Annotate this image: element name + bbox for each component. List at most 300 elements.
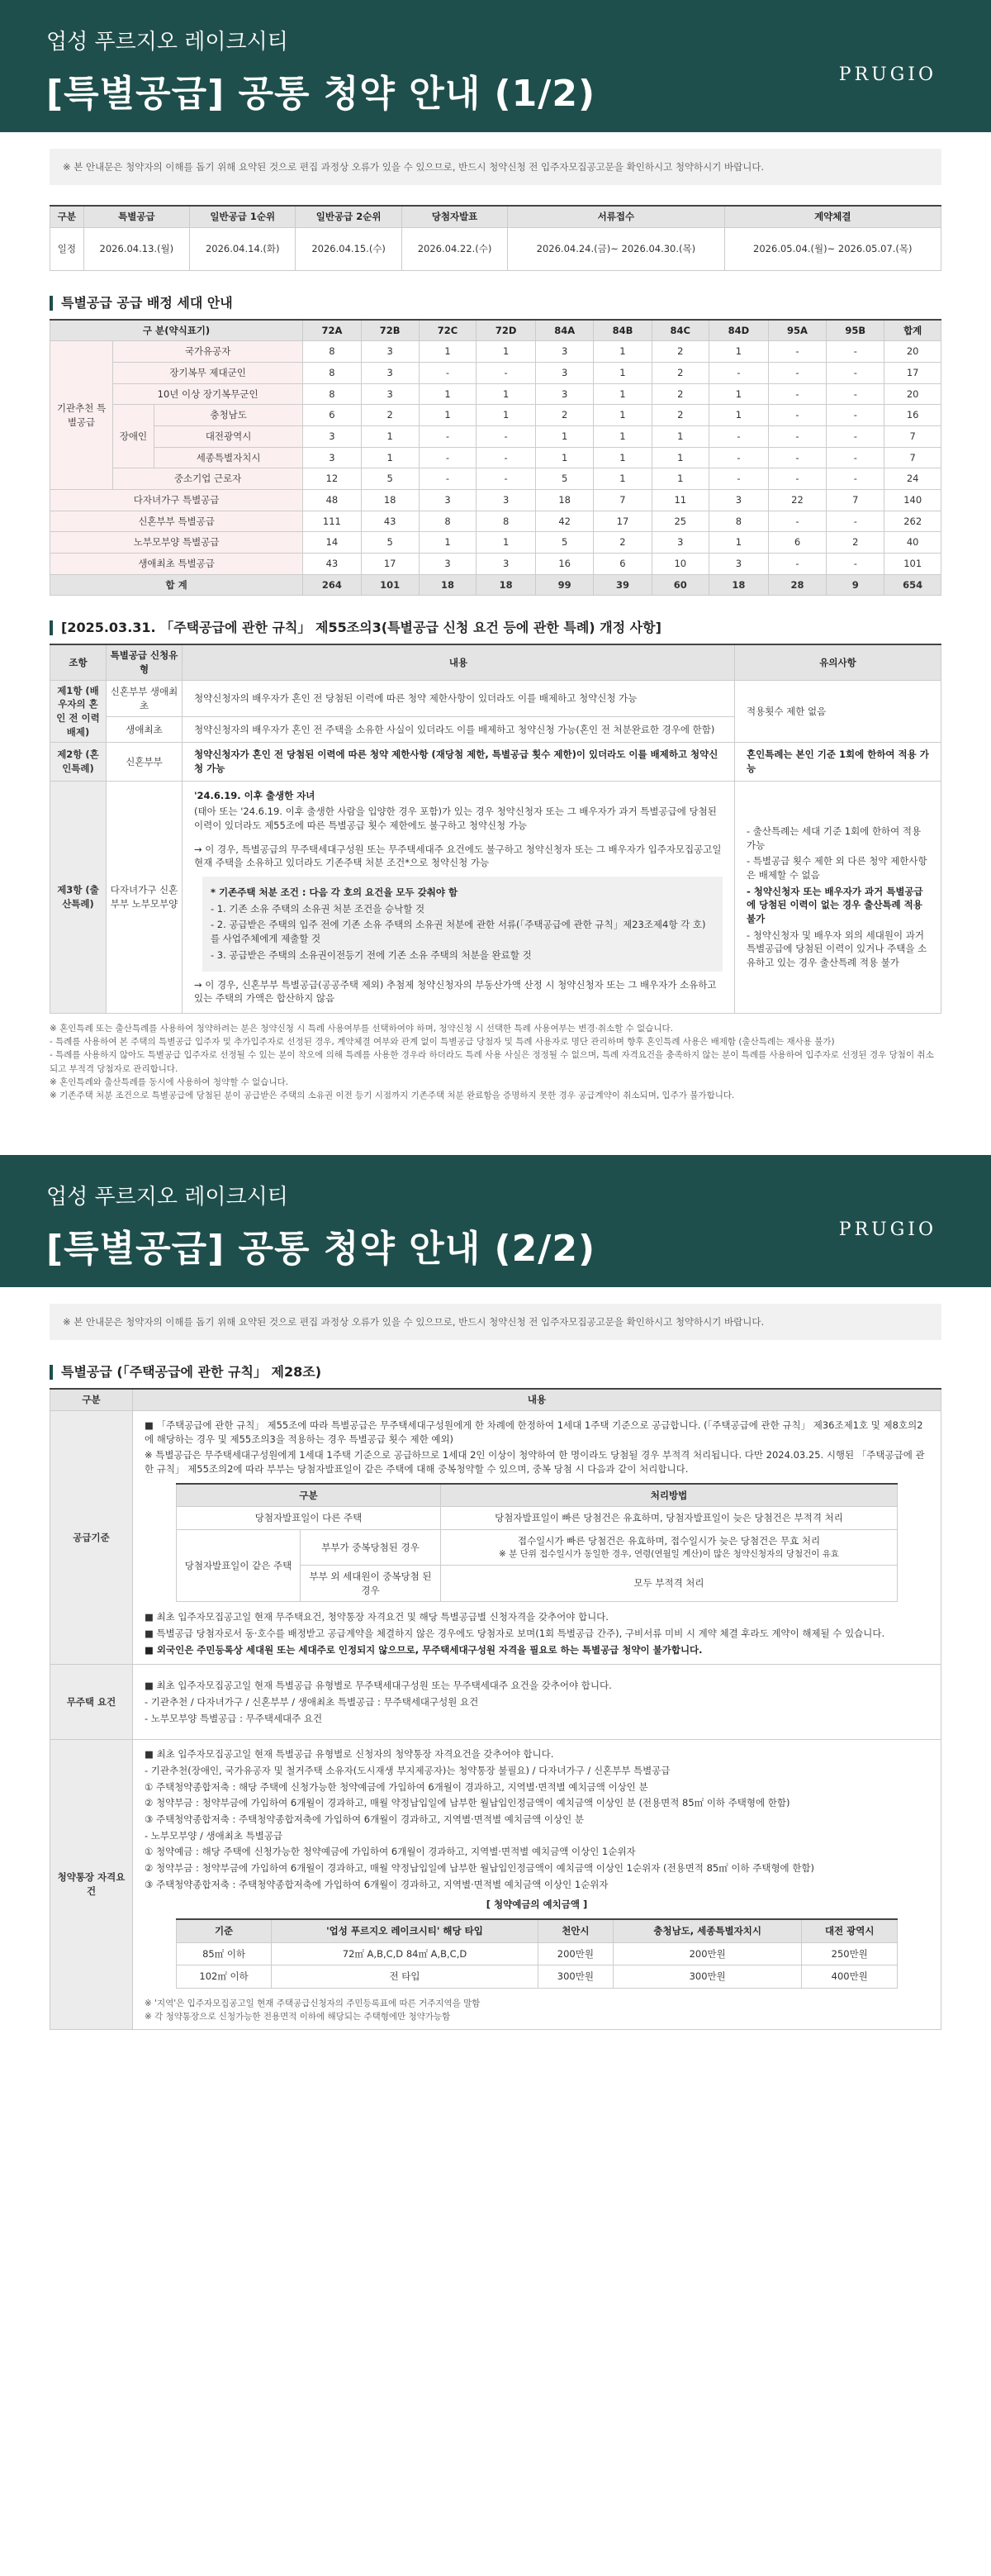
units-header-type: 84B: [594, 320, 652, 341]
units-cell: -: [768, 363, 826, 384]
units-cell: 5: [361, 532, 419, 554]
units-header-type: 95A: [768, 320, 826, 341]
deposit-header: '업성 푸르지오 레이크시티' 해당 타입: [272, 1919, 538, 1942]
reg-clause-3-content: [183, 781, 735, 1013]
units-cell: 6: [594, 554, 652, 575]
units-cell: 1: [477, 532, 536, 554]
special-supply-table: [50, 1388, 941, 2029]
deposit-cell: 300만원: [613, 1965, 802, 1989]
units-cell: 1: [477, 383, 536, 405]
units-cell: -: [827, 426, 884, 448]
units-cell: 1: [709, 383, 769, 405]
dup-header-method: 처리방법: [441, 1484, 898, 1507]
units-cell: 3: [419, 554, 476, 575]
units-cell: 1: [594, 447, 652, 468]
reg-header-notes: 유의사항: [735, 644, 941, 680]
units-cell: 16: [535, 554, 593, 575]
units-row-label: 생애최초 특별공급: [50, 554, 303, 575]
schedule-header: 일반공급 2순위: [296, 206, 401, 227]
reg-clause-3: 제3항 (출산특례): [50, 781, 107, 1013]
page-subtitle: 업성 푸르지오 레이크시티: [46, 30, 288, 55]
supply-header-category: 구분: [50, 1389, 133, 1410]
units-cell: 1: [419, 341, 476, 363]
account-line: ② 청약부금 : 청약부금에 가입하여 6개월이 경과하고, 매월 약정납입일에 납부한 월납입인정금액이 예치금액 이상인 분 (전용면적 85㎡ 이하 주택형에 한함): [145, 1797, 790, 1809]
units-cell: 2: [594, 532, 652, 554]
units-cell: 1: [594, 426, 652, 448]
units-cell: 264: [303, 574, 361, 596]
units-cell: 3: [477, 490, 536, 511]
units-row: [50, 447, 941, 468]
page-header: [0, 0, 991, 132]
units-cell: 8: [303, 383, 361, 405]
units-cell: 8: [709, 511, 769, 532]
special-supply-section-title: 특별공급 (「주택공급에 관한 규칙」 제28조): [50, 1365, 941, 1380]
units-row: [50, 363, 941, 384]
reg-header-type: 특별공급 신청유형: [107, 644, 183, 680]
reg-c3-box-2: - 2. 공급받은 주택의 입주 전에 기존 소유 주택의 소유권 처분에 관한 서류(「주택공급에 관한 규칙」제23조제4항 각 호)를 사업주체에게 제출할 것: [211, 919, 706, 945]
units-cell: 140: [884, 490, 941, 511]
dup-r2a-label: 부부가 중복당첨된 경우: [301, 1530, 441, 1566]
deposit-row: [177, 1942, 898, 1965]
units-cell: 3: [652, 532, 709, 554]
schedule-header: 일반공급 1순위: [190, 206, 296, 227]
page-separator: [0, 1119, 991, 1155]
homeless-label: 무주택 요건: [50, 1665, 133, 1740]
units-cell: -: [827, 468, 884, 490]
dup-r2a-text: 접수일시가 빠른 당첨건은 유효하며, 접수일시가 늦은 당첨건은 무효 처리: [517, 1535, 821, 1547]
notice-box: ※ 본 안내문은 청약자의 이해를 돕기 위해 요약된 것으로 편집 과정상 오류가 있을 수 있으므로, 반드시 청약신청 전 입주자모집공고문을 확인하시고 청약하시기 바랍니다.: [50, 149, 941, 185]
units-cell: 101: [361, 574, 419, 596]
units-cell: 654: [884, 574, 941, 596]
reg-c3-condition-box: [202, 877, 723, 971]
units-cell: 60: [652, 574, 709, 596]
reg-clause-1-type-b: 생애최초: [107, 717, 183, 743]
units-cell: 14: [303, 532, 361, 554]
footnote: ※ 혼인특례 또는 출산특례를 사용하여 청약하려는 분은 청약신청 시 특례 사용여부를 선택하여야 하며, 청약신청 시 선택한 특례 사용여부는 변경·취소할 수 없습니다.: [50, 1023, 673, 1034]
units-cell: -: [419, 426, 476, 448]
homeless-p2: - 기관추천 / 다자녀가구 / 신혼부부 / 생애최초 특별공급 : 무주택세대구성원 요건: [145, 1696, 479, 1709]
units-cell: 5: [535, 468, 593, 490]
units-cell: 1: [535, 426, 593, 448]
units-row: [50, 383, 941, 405]
schedule-cell: 2026.05.04.(월)~ 2026.05.07.(목): [724, 227, 941, 270]
units-header-type: 72A: [303, 320, 361, 341]
units-header-type: 72B: [361, 320, 419, 341]
units-cell: -: [827, 511, 884, 532]
supply-p4: ■ 특별공급 당첨자로서 동·호수를 배정받고 공급계약을 체결하지 않은 경우에도 당첨자로 보며(1회 특별공급 간주), 구비서류 미비 시 계약 체결 후라도 계약이 해제될 수 있습니다.: [145, 1628, 885, 1640]
units-cell: 17: [361, 554, 419, 575]
deposit-row-types: 72㎡ A,B,C,D 84㎡ A,B,C,D: [272, 1942, 538, 1965]
deposit-cell: 250만원: [802, 1942, 898, 1965]
supply-criteria-label: 공급기준: [50, 1411, 133, 1665]
units-section-title: 특별공급 공급 배정 세대 안내: [50, 296, 941, 311]
deposit-header: 천안시: [538, 1919, 613, 1942]
units-cell: 1: [594, 341, 652, 363]
dup-r2a-value: [441, 1530, 898, 1566]
deposit-cell: 200만원: [538, 1942, 613, 1965]
units-cell: 48: [303, 490, 361, 511]
notice-box: ※ 본 안내문은 청약자의 이해를 돕기 위해 요약된 것으로 편집 과정상 오류가 있을 수 있으므로, 반드시 청약신청 전 입주자모집공고문을 확인하시고 청약하시기 바랍니다.: [50, 1304, 941, 1340]
deposit-row-label: 85㎡ 이하: [177, 1942, 272, 1965]
units-cell: -: [768, 511, 826, 532]
account-line: ③ 주택청약종합저축 : 주택청약종합저축에 가입하여 6개월이 경과하고, 지역별·면적별 예치금액 이상인 분: [145, 1813, 584, 1826]
units-cell: 1: [652, 426, 709, 448]
units-cell: 1: [709, 405, 769, 426]
units-cell: 2: [652, 363, 709, 384]
duplicate-win-table: [176, 1483, 898, 1603]
dup-r1-value: 당첨자발표일이 빠른 당첨건은 유효하며, 당첨자발표일이 늦은 당첨건은 부적격 처리: [441, 1507, 898, 1530]
units-cell: 101: [884, 554, 941, 575]
units-cell: 1: [419, 383, 476, 405]
units-cell: 2: [535, 405, 593, 426]
units-cell: 3: [709, 490, 769, 511]
units-cell: 3: [303, 447, 361, 468]
units-cell: 1: [652, 447, 709, 468]
reg-c3-p1-title: '24.6.19. 이후 출생한 자녀: [194, 789, 315, 801]
units-row-label: 중소기업 근로자: [113, 468, 303, 490]
regulation-section-title: [2025.03.31. 「주택공급에 관한 규칙」 제55조의3(특별공급 신청 요건 등에 관한 특례) 개정 사항]: [50, 620, 941, 635]
deposit-cell: 200만원: [613, 1942, 802, 1965]
units-cell: -: [827, 341, 884, 363]
dup-r2b-label: 부부 외 세대원이 중복당첨 된 경우: [301, 1566, 441, 1602]
units-cell: 39: [594, 574, 652, 596]
units-cell: 9: [827, 574, 884, 596]
account-label: 청약통장 자격요건: [50, 1740, 133, 2029]
units-cell: -: [419, 363, 476, 384]
units-cell: 7: [594, 490, 652, 511]
dup-r1-label: 당첨자발표일이 다른 주택: [177, 1507, 441, 1530]
units-cell: 7: [884, 447, 941, 468]
units-cell: -: [827, 554, 884, 575]
account-line: ② 청약부금 : 청약부금에 가입하여 6개월이 경과하고, 매월 약정납입일에 납부한 월납입인정금액이 예치금액 이상인 1순위자 (전용면적 85㎡ 이하 주택형에 한함): [145, 1862, 815, 1875]
units-row: [50, 490, 941, 511]
homeless-p3: - 노부모부양 특별공급 : 무주택세대주 요건: [145, 1712, 323, 1724]
units-row-label: 다자녀가구 특별공급: [50, 490, 303, 511]
dup-header-category: 구분: [177, 1484, 441, 1507]
units-cell: -: [709, 363, 769, 384]
units-row-label: 국가유공자: [113, 341, 303, 363]
deposit-note: ※ '지역'은 입주자모집공고일 현재 주택공급신청자의 주민등록표에 따른 거주지역을 말함: [145, 1999, 481, 2009]
page-1: [0, 0, 991, 1119]
reg-c3-note-4: - 청약신청자 및 배우자 외의 세대원이 과거 특별공급에 당첨된 이력이 있거나 주택을 소유하고 있는 경우 출산특례 적용 불가: [747, 929, 927, 968]
homeless-content: [133, 1665, 941, 1740]
units-row: [50, 574, 941, 596]
units-cell: 2: [652, 383, 709, 405]
reg-c3-note-1: - 출산특례는 세대 기준 1회에 한하여 적용 가능: [747, 825, 922, 851]
units-cell: 1: [594, 363, 652, 384]
account-line: - 기관추천(장애인, 국가유공자 및 철거주택 소유자(도시재생 부지제공자)는 청약통장 불필요) / 다자녀가구 / 신혼부부 특별공급: [145, 1765, 671, 1777]
reg-clause-1-content-a: 청약신청자의 배우자가 혼인 전 당첨된 이력에 따른 청약 제한사항이 있더라도 이를 배제하고 청약신청 가능: [183, 680, 735, 717]
units-cell: -: [827, 363, 884, 384]
units-cell: 262: [884, 511, 941, 532]
units-cell: 3: [361, 383, 419, 405]
units-cell: 5: [535, 532, 593, 554]
units-cell: -: [827, 405, 884, 426]
units-cell: -: [827, 447, 884, 468]
deposit-header: 충청남도, 세종특별자치시: [613, 1919, 802, 1942]
reg-clause-1-type-a: 신혼부부 생애최초: [107, 680, 183, 717]
units-cell: 20: [884, 341, 941, 363]
supply-criteria-content: [133, 1411, 941, 1665]
units-disabled-label: 장애인: [113, 405, 154, 468]
brand-logo: PRUGIO: [838, 1219, 936, 1241]
units-header-type: 95B: [827, 320, 884, 341]
dup-r2b-value: 모두 부적격 처리: [441, 1566, 898, 1602]
reg-clause-2: 제2항 (혼인특례): [50, 743, 107, 781]
units-cell: 6: [768, 532, 826, 554]
deposit-table: [176, 1918, 898, 1989]
reg-c3-p3: → 이 경우, 신혼부부 특별공급(공공주택 제외) 추첨제 청약신청자의 부동산가액 산정 시 청약신청자 또는 그 배우자가 소유하고 있는 주택의 가액은 합산하지 않음: [194, 978, 717, 1005]
reg-clause-2-note: 혼인특례는 본인 기준 1회에 한하여 적용 가능: [735, 743, 941, 781]
schedule-header: 계약체결: [724, 206, 941, 227]
deposit-note: ※ 각 청약통장으로 신청가능한 전용면적 이하에 해당되는 주택형에만 청약가능함: [145, 2012, 451, 2022]
units-cell: 1: [361, 447, 419, 468]
dup-r2-label: 당첨자발표일이 같은 주택: [177, 1530, 301, 1602]
deposit-row-types: 전 타입: [272, 1965, 538, 1989]
units-cell: -: [709, 426, 769, 448]
page-2: [0, 1155, 991, 2046]
units-cell: 99: [535, 574, 593, 596]
schedule-cell: 2026.04.13.(월): [83, 227, 189, 270]
supply-p3: ■ 최초 입주자모집공고일 현재 무주택요건, 청약통장 자격요건 및 해당 특별공급별 신청자격을 갖추어야 합니다.: [145, 1611, 609, 1623]
units-cell: 3: [535, 341, 593, 363]
units-cell: 8: [303, 341, 361, 363]
units-cell: 11: [652, 490, 709, 511]
units-row-label: 세종특별자치시: [154, 447, 303, 468]
units-cell: 28: [768, 574, 826, 596]
units-cell: 42: [535, 511, 593, 532]
units-cell: 24: [884, 468, 941, 490]
units-cell: -: [709, 447, 769, 468]
reg-c3-p2: → 이 경우, 특별공급의 무주택세대구성원 또는 무주택세대주 요건에도 불구하고 청약신청자 또는 그 배우자가 입주자모집공고일 현재 주택을 소유하고 있더라도 기존주택 처분 조건*으로 청약신청 가능: [194, 843, 722, 869]
units-cell: 18: [361, 490, 419, 511]
units-cell: 2: [652, 405, 709, 426]
units-cell: -: [768, 426, 826, 448]
units-cell: 1: [477, 341, 536, 363]
account-line: ■ 최초 입주자모집공고일 현재 특별공급 유형별로 신청자의 청약통장 자격요건을 갖추어야 합니다.: [145, 1748, 554, 1761]
reg-clause-3-notes: [735, 781, 941, 1013]
units-cell: 3: [361, 363, 419, 384]
units-cell: -: [477, 468, 536, 490]
account-line: ③ 주택청약종합저축 : 주택청약종합저축에 가입하여 6개월이 경과하고, 지역별·면적별 예치금액 이상인 1순위자: [145, 1878, 609, 1890]
units-cell: 3: [361, 341, 419, 363]
supply-p1: ■ 「주택공급에 관한 규칙」 제55조에 따라 특별공급은 무주택세대구성원에게 한 차례에 한정하여 1세대 1주택 기준으로 공급합니다. (「주택공급에 관한 규칙」 제36조제1호 및 제8호의2에 해당하는 경우 및 제55조의3을 적용하는 경우 특별공급 횟수 제한 예외): [145, 1419, 923, 1445]
units-cell: 25: [652, 511, 709, 532]
units-cell: 2: [652, 341, 709, 363]
units-cell: 3: [535, 363, 593, 384]
units-cell: 5: [361, 468, 419, 490]
schedule-row-label: 일정: [50, 227, 84, 270]
footnote: ※ 기존주택 처분 조건으로 특별공급에 당첨된 분이 공급받은 주택의 소유권 이전 등기 시점까지 기존주택 처분 완료함을 증명하지 못한 경우 공급계약이 취소되며, 입주가 불가합니다.: [50, 1091, 735, 1101]
deposit-title: [ 청약예금의 예치금액 ]: [486, 1899, 588, 1911]
units-table: [50, 319, 941, 596]
reg-c3-note-2: - 특별공급 횟수 제한 외 다른 청약 제한사항은 배제할 수 없음: [747, 855, 927, 881]
reg-c3-box-title: * 기존주택 처분 조건 : 다음 각 호의 요건을 모두 갖춰야 함: [211, 886, 458, 899]
units-group-label: 기관추천 특별공급: [50, 341, 113, 490]
units-cell: -: [768, 341, 826, 363]
deposit-cell: 300만원: [538, 1965, 613, 1989]
units-cell: 3: [303, 426, 361, 448]
units-row: [50, 405, 941, 426]
units-cell: 18: [535, 490, 593, 511]
units-cell: -: [477, 363, 536, 384]
units-cell: 1: [709, 532, 769, 554]
reg-header-content: 내용: [183, 644, 735, 680]
units-cell: 18: [709, 574, 769, 596]
units-row: [50, 341, 941, 363]
units-header-type: 84C: [652, 320, 709, 341]
units-row-label: 합 계: [50, 574, 303, 596]
supply-p2: ※ 특별공급은 무주택세대구성원에게 1세대 1주택 기준으로 공급하므로 1세대 2인 이상이 청약하여 한 명이라도 당첨될 경우 부적격 처리됩니다. 다만 2024.03.25. 시행된 「주택공급에 관한 규칙」 제55조의2에 따라 부부는 당첨자발표일이 같은 주택에 대해 중복청약할 수 있으며, 중복 당첨 시 다음과 같이 처리합니다.: [145, 1449, 925, 1476]
units-cell: 3: [477, 554, 536, 575]
schedule-header: 특별공급: [83, 206, 189, 227]
reg-clause-3-type: 다자녀가구 신혼부부 노부모부양: [107, 781, 183, 1013]
page-title: [특별공급] 공통 청약 안내 (1/2): [46, 73, 596, 115]
units-header-type: 72D: [477, 320, 536, 341]
units-cell: -: [827, 383, 884, 405]
account-content: [133, 1740, 941, 2029]
units-cell: 8: [477, 511, 536, 532]
reg-clause-1: 제1항 (배우자의 혼인 전 이력 배제): [50, 680, 107, 743]
units-row-label: 충청남도: [154, 405, 303, 426]
units-row: [50, 554, 941, 575]
units-cell: -: [768, 383, 826, 405]
units-header-type: 84A: [535, 320, 593, 341]
supply-header-content: 내용: [133, 1389, 941, 1410]
account-line: - 노부모부양 / 생애최초 특별공급: [145, 1829, 283, 1842]
account-line: ① 청약예금 : 해당 주택에 신청가능한 청약예금에 가입하여 6개월이 경과하고, 지역별·면적별 예치금액 이상인 1순위자: [145, 1846, 636, 1858]
units-row-label: 신혼부부 특별공급: [50, 511, 303, 532]
units-cell: -: [709, 468, 769, 490]
regulation-footnotes: [50, 1022, 941, 1103]
page-header: [0, 1155, 991, 1287]
schedule-table: [50, 205, 941, 271]
units-cell: 43: [303, 554, 361, 575]
units-cell: -: [768, 468, 826, 490]
deposit-row-label: 102㎡ 이하: [177, 1965, 272, 1989]
schedule-header: 당첨자발표: [401, 206, 507, 227]
units-cell: -: [419, 447, 476, 468]
units-row-label: 노부모부양 특별공급: [50, 532, 303, 554]
units-cell: 20: [884, 383, 941, 405]
units-cell: 43: [361, 511, 419, 532]
units-cell: 1: [419, 405, 476, 426]
units-cell: 18: [477, 574, 536, 596]
brand-logo: PRUGIO: [838, 64, 936, 85]
units-cell: -: [477, 426, 536, 448]
units-cell: 1: [652, 468, 709, 490]
units-cell: 6: [303, 405, 361, 426]
schedule-header: 구분: [50, 206, 84, 227]
deposit-cell: 400만원: [802, 1965, 898, 1989]
schedule-header: 서류접수: [508, 206, 724, 227]
deposit-notes: [145, 1997, 929, 2024]
units-cell: 17: [594, 511, 652, 532]
units-cell: 7: [827, 490, 884, 511]
account-line: ① 주택청약종합저축 : 해당 주택에 신청가능한 청약예금에 가입하여 6개월이 경과하고, 지역별·면적별 예치금액 이상인 분: [145, 1780, 648, 1793]
reg-c3-box-1: - 1. 기존 소유 주택의 소유권 처분 조건을 승낙할 것: [211, 902, 425, 915]
units-cell: 18: [419, 574, 476, 596]
units-row-label: 10년 이상 장기복무군인: [113, 383, 303, 405]
deposit-row: [177, 1965, 898, 1989]
reg-header-clause: 조항: [50, 644, 107, 680]
reg-c3-p1: (태아 또는 '24.6.19. 이후 출생한 사람을 입양한 경우 포함)가 있는 경우 청약신청자 또는 그 배우자가 과거 특별공급에 당첨된 이력이 있더라도 제55조에 따른 특별공급 횟수 제한에도 불구하고 청약신청 가능: [194, 806, 717, 832]
reg-clause-2-content: 청약신청자가 혼인 전 당첨된 이력에 따른 청약 제한사항 (재당첨 제한, 특별공급 횟수 제한)이 있더라도 이를 배제하고 청약신청 가능: [183, 743, 735, 781]
units-cell: 16: [884, 405, 941, 426]
page-subtitle: 업성 푸르지오 레이크시티: [46, 1185, 288, 1210]
units-row: [50, 426, 941, 448]
units-cell: 111: [303, 511, 361, 532]
schedule-cell: 2026.04.24.(금)~ 2026.04.30.(목): [508, 227, 724, 270]
units-cell: 22: [768, 490, 826, 511]
reg-clause-2-type: 신혼부부: [107, 743, 183, 781]
units-cell: 2: [361, 405, 419, 426]
units-cell: 1: [535, 447, 593, 468]
units-cell: 1: [594, 383, 652, 405]
units-row-label: 장기복무 제대군인: [113, 363, 303, 384]
units-row: [50, 532, 941, 554]
units-cell: 1: [594, 468, 652, 490]
schedule-cell: 2026.04.15.(수): [296, 227, 401, 270]
units-cell: -: [768, 405, 826, 426]
units-row: [50, 468, 941, 490]
footnote: ※ 혼인특례와 출산특례를 동시에 사용하여 청약할 수 없습니다.: [50, 1077, 289, 1087]
units-header-label: 구 분(약식표기): [50, 320, 303, 341]
units-cell: 1: [594, 405, 652, 426]
units-cell: -: [419, 468, 476, 490]
units-cell: 1: [477, 405, 536, 426]
units-cell: 1: [709, 341, 769, 363]
reg-clause-1-note: 적용횟수 제한 없음: [735, 680, 941, 743]
homeless-p1: ■ 최초 입주자모집공고일 현재 특별공급 유형별로 무주택세대구성원 또는 무주택세대주 요건을 갖추어야 합니다.: [145, 1680, 612, 1692]
reg-c3-box-3: - 3. 공급받은 주택의 소유권이전등기 전에 기존 소유 주택의 처분을 완료할 것: [211, 948, 532, 961]
units-header-type: 합계: [884, 320, 941, 341]
dup-r2a-note: ※ 분 단위 접수일시가 동일한 경우, 연령(연월일 계산)이 많은 청약신청자의 당첨건이 유효: [498, 1548, 840, 1559]
units-cell: 3: [419, 490, 476, 511]
units-header-type: 72C: [419, 320, 476, 341]
units-row-label: 대전광역시: [154, 426, 303, 448]
units-cell: 8: [303, 363, 361, 384]
deposit-header: 대전 광역시: [802, 1919, 898, 1942]
units-cell: 1: [361, 426, 419, 448]
units-cell: -: [768, 554, 826, 575]
units-row: [50, 511, 941, 532]
units-cell: 3: [535, 383, 593, 405]
footnote: - 특례를 사용하지 않아도 특별공급 입주자로 선정될 수 있는 분이 착오에 의해 특례를 사용한 경우라 하더라도 특례 사용 사실은 정정될 수 없으며, 특례 자격요건을 충족하지 않는 분이 특례를 사용하여 입주자로 선정된 경우 당첨이 취소되고 부적격 당첨자로 관리합니다.: [50, 1050, 934, 1074]
units-cell: 1: [419, 532, 476, 554]
units-cell: -: [477, 447, 536, 468]
schedule-cell: 2026.04.14.(화): [190, 227, 296, 270]
regulation-table: [50, 644, 941, 1013]
units-cell: 17: [884, 363, 941, 384]
units-cell: 2: [827, 532, 884, 554]
units-cell: 7: [884, 426, 941, 448]
units-cell: 10: [652, 554, 709, 575]
units-cell: -: [768, 447, 826, 468]
units-cell: 8: [419, 511, 476, 532]
units-cell: 12: [303, 468, 361, 490]
reg-clause-1-content-b: 청약신청자의 배우자가 혼인 전 주택을 소유한 사실이 있더라도 이를 배제하고 청약신청 가능(혼인 전 처분완료한 경우에 한함): [183, 717, 735, 743]
units-header-type: 84D: [709, 320, 769, 341]
supply-p5: ■ 외국인은 주민등록상 세대원 또는 세대주로 인정되지 않으므로, 무주택세대구성원 자격을 필요로 하는 특별공급 청약이 불가합니다.: [145, 1643, 703, 1656]
deposit-header: 기준: [177, 1919, 272, 1942]
page-title: [특별공급] 공통 청약 안내 (2/2): [46, 1228, 596, 1271]
units-cell: 40: [884, 532, 941, 554]
reg-c3-note-3: - 청약신청자 또는 배우자가 과거 특별공급에 당첨된 이력이 없는 경우 출산특례 적용 불가: [747, 885, 923, 924]
schedule-cell: 2026.04.22.(수): [401, 227, 507, 270]
account-lines: [145, 1747, 929, 1891]
footnote: - 특례를 사용하여 본 주택의 특별공급 입주자 및 추가입주자로 선정된 경우, 계약체결 여부와 관계 없이 특별공급 당첨자 및 특례 사용자로 명단 관리하며 향후 혼인특례 사용은 배제함 (출산특례는 재사용 불가): [50, 1037, 835, 1048]
